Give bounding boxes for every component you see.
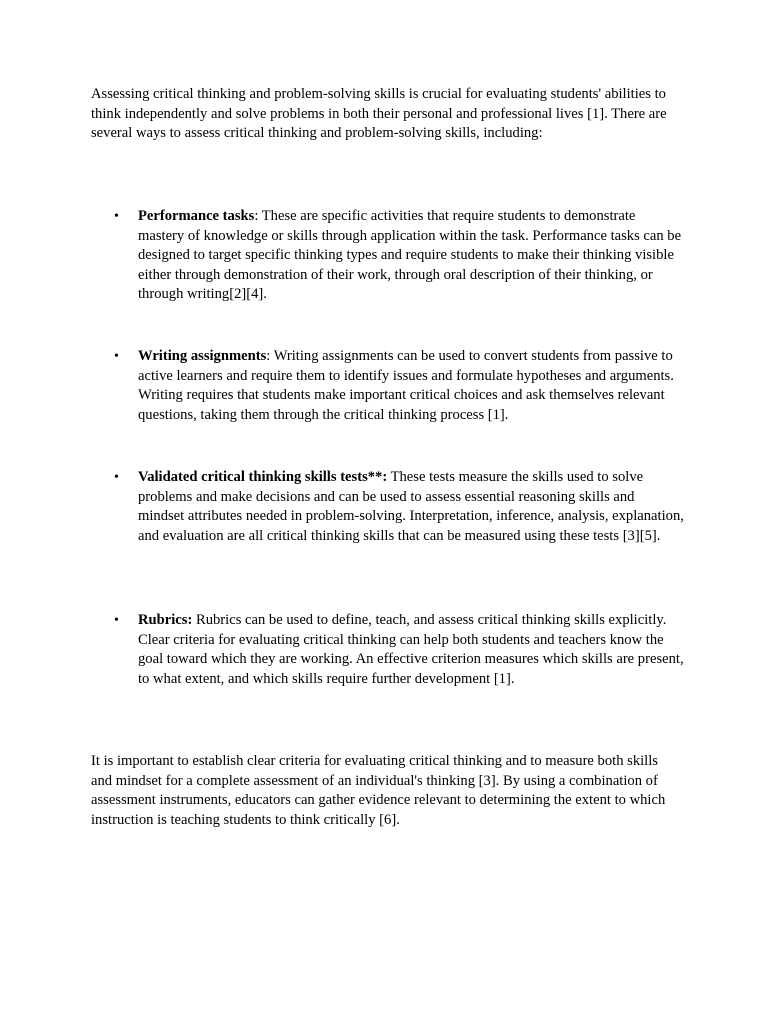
list-item-term: Rubrics:	[138, 612, 193, 628]
list-item-body	[138, 611, 684, 689]
list-item-term: Performance tasks	[138, 208, 255, 224]
closing-paragraph: It is important to establish clear criteria for evaluating critical thinking and to measure both skills and mindset for a complete assessment of an individual's thinking [3]. By using a combination of assessment instruments, educators can gather evidence relevant to determining the extent to which instruction is teaching students to think critically [6].	[91, 753, 666, 828]
list-item-text: These tests measure the skills used to solve problems and make decisions and can be used to assess essential reasoning skills and mindset attributes needed in problem-solving. Interpretation, inference, analysis, explanation, and evaluation are all critical thinking skills that can be measured using these tests [3][5].	[138, 469, 684, 544]
bullet-icon: •	[114, 470, 119, 485]
list-item-term: Writing assignments	[138, 348, 267, 364]
list-item-text: Rubrics can be used to define, teach, and assess critical thinking skills explicitly. Clear criteria for evaluating critical thinking can help both students and teachers know the goal toward which they are working. An effective criterion measures which skills are present, to what extent, and which skills require further development [1].	[138, 612, 684, 687]
list-item-body	[138, 347, 684, 425]
list-item-text: : These are specific activities that require students to demonstrate mastery of knowledge or skills through application within the task. Performance tasks can be designed to target specific thinking types and require students to make their thinking visible either through demonstration of their work, through oral description of their thinking, or through writing[2][4].	[138, 208, 682, 302]
bullet-icon: •	[114, 349, 119, 364]
bullet-icon: •	[114, 209, 119, 224]
intro-paragraph: Assessing critical thinking and problem-solving skills is crucial for evaluating students' abilities to think independently and solve problems in both their personal and professional lives [1]. There are several ways to assess critical thinking and problem-solving skills, including:	[91, 86, 667, 141]
list-item-term: Validated critical thinking skills tests**:	[138, 469, 388, 485]
bullet-icon: •	[114, 613, 119, 628]
list-item-body	[138, 207, 684, 305]
list-item-body	[138, 468, 684, 546]
list-item-text: : Writing assignments can be used to convert students from passive to active learners and require them to identify issues and formulate hypotheses and arguments. Writing requires that students make important critical choices and ask themselves relevant questions, taking them through the critical thinking process [1].	[138, 348, 674, 423]
